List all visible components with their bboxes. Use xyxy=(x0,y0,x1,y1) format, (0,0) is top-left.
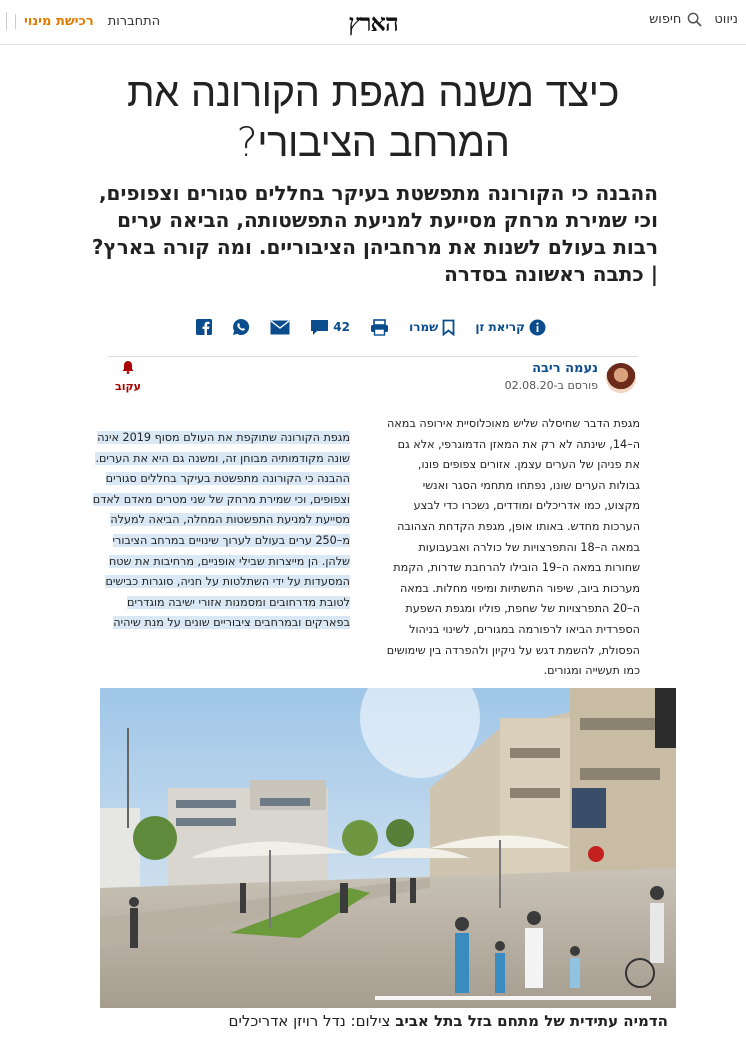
body-line: מגפת הדבר שחיסלה שליש מאוכלוסיית אירופה במאה xyxy=(386,417,640,430)
selected-body-line: בפארקים ובמרחבים ציבוריים שונים על מנת שיהיה xyxy=(113,616,350,630)
selected-body-line: המסעדות על ידי השתלטות על חניה, סוגרות כבישים xyxy=(105,575,350,589)
subhead-line: רבות בעולם לשנות את מרחביהן הציבוריים. ומה קורה בארץ? xyxy=(91,235,658,259)
headline-line: כיצד משנה מגפת הקורונה את xyxy=(126,70,620,116)
body-line: שחורות במאה ה–19 הובילו להרחבת שדרות, הקמת xyxy=(393,561,640,575)
author-avatar[interactable] xyxy=(606,363,636,393)
info-icon xyxy=(529,319,546,336)
whatsapp-icon xyxy=(232,318,250,336)
author-byline xyxy=(108,356,638,400)
selected-body-line: שלהן. הן מייצרות שבילי אופניים, מרחיבות את שטח xyxy=(108,554,350,568)
body-line: הפסולת, להשמת דגש על ניקיון ולהפרדה בין שימושים xyxy=(386,643,640,657)
nav-left-group xyxy=(0,12,160,30)
site-logo[interactable]: הארץ xyxy=(348,8,398,37)
body-line: מערכות ביוב, שיפור התשתיות ומיפוי מחלות. במאה xyxy=(400,581,640,595)
navigate-menu-button[interactable]: ניווט xyxy=(714,12,738,27)
follow-label: עקוב xyxy=(115,380,141,393)
bookmark-icon xyxy=(442,319,455,336)
headline-line: המרחב הציבורי? xyxy=(236,120,510,166)
selected-body-line: מסייעת למניעת התפשטות המחלה, הביאה למעלה xyxy=(110,513,350,527)
body-line: כמו תעשייה ומגורים. xyxy=(543,664,640,678)
subhead-line: ההבנה כי הקורונה מתפשטת בעיקר בחללים סגורים וצפופים, xyxy=(98,181,658,205)
selected-body-line: לטובת מדרחובים ומסמנות אזורי ישיבה מוגדרים xyxy=(127,595,350,609)
mail-icon xyxy=(270,320,290,335)
top-navigation-bar xyxy=(0,0,746,45)
street-rendering-image xyxy=(100,688,676,1008)
facebook-share-button[interactable] xyxy=(196,319,212,335)
article-body-column-left-selected[interactable] xyxy=(88,428,350,634)
photo-credit: צילום: נדל רויזן אדריכלים xyxy=(228,1012,391,1030)
article-headline xyxy=(0,68,746,168)
selected-body-line: שונה מקודמותיה מבוחן זה, ומשנה גם היא את הערים. xyxy=(95,451,350,465)
author-name[interactable]: נעמה ריבה xyxy=(532,361,598,376)
search-icon xyxy=(687,12,702,27)
follow-author-button[interactable] xyxy=(108,359,148,393)
facebook-icon xyxy=(196,319,212,335)
article-subheadline xyxy=(88,180,658,288)
subhead-line: | כתבה ראשונה בסדרה xyxy=(444,262,658,286)
body-line: ה–14, שינתה לא רק את המאזן הדמוגרפי, אלא גם xyxy=(397,437,640,451)
article-photo[interactable] xyxy=(100,688,676,1008)
selected-body-line: וצפופים, וכי שמירת מרחק של שני מטרים מאדם לאדם xyxy=(92,492,350,506)
print-icon xyxy=(370,319,389,336)
login-link[interactable]: התחברות xyxy=(107,13,161,29)
search-label: חיפוש xyxy=(649,12,682,27)
subhead-line: וכי שמירת מרחק מסייעת למניעת התפשטותה, הביאה ערים xyxy=(117,208,658,232)
selected-body-line: מגפת הקורונה שתוקפת את העולם מסוף 2019 אינה xyxy=(97,431,350,444)
comments-count: 42 xyxy=(333,320,350,334)
publish-date: פורסם ב-02.08.20 xyxy=(504,379,598,392)
body-line: גבולות הערים שונו, נפתחו מתחמי הסגר ואנשי xyxy=(422,478,640,492)
body-line: ה–20 התפרצויות של שחפת, פוליו ומגפת השפעת xyxy=(405,602,640,616)
reader-mode-button[interactable] xyxy=(475,319,546,336)
search-button[interactable] xyxy=(649,12,702,27)
nav-divider xyxy=(6,12,7,30)
body-line: הספרדית הביאו לרפורמה במגורים, לשינוי בניהול xyxy=(409,622,640,636)
comments-button[interactable] xyxy=(310,319,350,336)
body-line: מקצוע, כמו אדריכלים ומודדים, נשכרו כדי לבצע xyxy=(413,499,640,513)
article-body-column-right xyxy=(380,414,640,682)
subscribe-link[interactable]: רכישת מינוי xyxy=(15,14,102,29)
selected-body-line: ההבנה כי הקורונה מתפשטת בעיקר בחללים סגורים xyxy=(105,472,350,486)
bell-icon xyxy=(121,360,135,374)
whatsapp-share-button[interactable] xyxy=(232,318,250,336)
body-line: את פניהן של הערים עצמן. אזורים צפופים פונו, xyxy=(417,458,640,472)
selected-body-line: מ–250 ערים בעולם לערוך שינויים במרחב הציבורי xyxy=(112,533,350,547)
comment-icon xyxy=(310,319,329,336)
save-label: שמרו xyxy=(409,320,439,334)
body-line: הערכות מחדש. באותו אופן, מגפת הקדחת הצהובה xyxy=(397,519,640,533)
print-button[interactable] xyxy=(370,319,389,336)
body-line: במאה ה–18 והתפרצויות של כולרה ואבעבועות xyxy=(418,540,640,554)
caption-text: הדמיה עתידית של מתחם בזל בתל אביב xyxy=(395,1012,668,1030)
nav-right-group xyxy=(649,12,738,27)
photo-caption xyxy=(68,1012,668,1030)
reader-mode-label: קריאת זן xyxy=(475,320,525,334)
share-toolbar xyxy=(196,318,546,336)
save-button[interactable] xyxy=(409,319,455,336)
email-share-button[interactable] xyxy=(270,320,290,335)
